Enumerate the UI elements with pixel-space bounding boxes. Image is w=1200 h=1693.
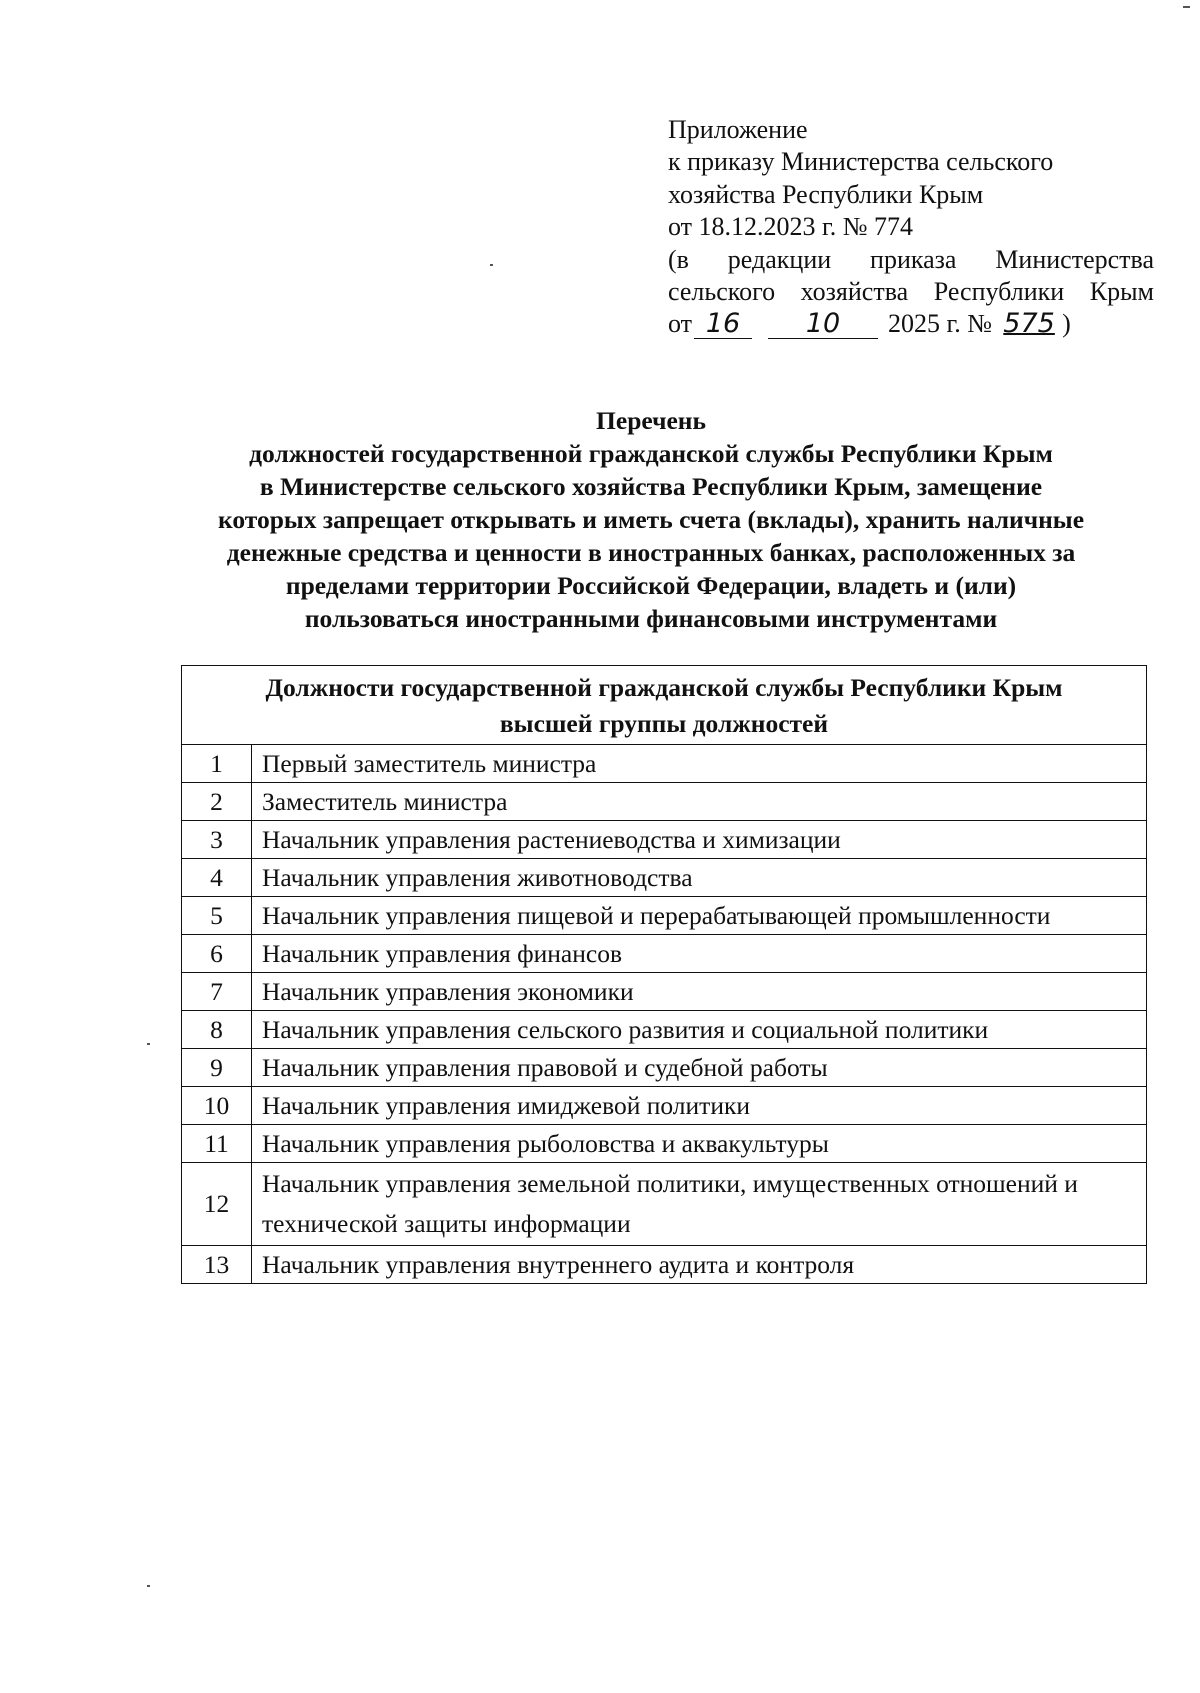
row-number: 8	[182, 1011, 252, 1049]
title-line: пределами территории Российской Федерации, владеть и (или)	[285, 571, 1017, 600]
row-position: Начальник управления животноводства	[252, 859, 1147, 897]
row-number: 7	[182, 973, 252, 1011]
row-position: Начальник управления имиджевой политики	[252, 1087, 1147, 1125]
table-row	[182, 1087, 1147, 1125]
row-position: Начальник управления финансов	[252, 935, 1147, 973]
row-number: 4	[182, 859, 252, 897]
row-position: Начальник управления внутреннего аудита и контроля	[252, 1246, 1147, 1284]
group-header	[182, 666, 1147, 745]
table-row	[182, 1246, 1147, 1284]
title-line: в Министерстве сельского хозяйства Республики Крым, замещение	[259, 472, 1043, 501]
group-header-line: высшей группы должностей	[499, 709, 829, 738]
row-position: Начальник управления экономики	[252, 973, 1147, 1011]
appendix-revision-ref: (в редакции приказа Министерства	[668, 244, 1154, 274]
appendix-label: Приложение	[668, 115, 808, 144]
row-number: 1	[182, 745, 252, 783]
table-row	[182, 821, 1147, 859]
document-title	[170, 404, 1132, 635]
positions-table	[181, 665, 1147, 1284]
appendix-ministry: хозяйства Республики Крым	[668, 179, 984, 209]
row-position: Начальник управления пищевой и перерабатывающей промышленности	[252, 897, 1147, 935]
table-row	[182, 1163, 1147, 1246]
row-position: Первый заместитель министра	[252, 745, 1147, 783]
scan-mark	[147, 1043, 150, 1045]
table-row	[182, 783, 1147, 821]
table-row	[182, 745, 1147, 783]
table-row	[182, 859, 1147, 897]
row-number: 6	[182, 935, 252, 973]
title-line: Перечень	[596, 406, 706, 435]
row-number: 13	[182, 1246, 252, 1284]
title-line: должностей государственной гражданской службы Республики Крым	[249, 439, 1053, 468]
row-number: 5	[182, 897, 252, 935]
scan-mark	[147, 1585, 150, 1587]
title-line: пользоваться иностранными финансовыми инструментами	[304, 604, 998, 633]
row-number: 3	[182, 821, 252, 859]
appendix-revision-date	[668, 308, 1154, 340]
appendix-order-date: от 18.12.2023 г. № 774	[668, 212, 914, 242]
handwritten-day: 16	[694, 310, 752, 339]
table-row	[182, 935, 1147, 973]
appendix-revision-ministry: сельского хозяйства Республики Крым	[668, 277, 1154, 307]
table-row	[182, 897, 1147, 935]
year-text: 2025 г. №	[888, 309, 993, 339]
appendix-order-ref: к приказу Министерства сельского	[668, 147, 1054, 177]
title-line: которых запрещает открывать и иметь счета (вклады), хранить наличные	[217, 505, 1085, 534]
table-row	[182, 1049, 1147, 1087]
row-number: 12	[182, 1163, 252, 1246]
handwritten-order-number: 575	[1003, 308, 1055, 340]
title-line: денежные средства и ценности в иностранных банках, расположенных за	[226, 538, 1076, 567]
date-prefix: от	[668, 309, 693, 339]
closing-paren: )	[1062, 309, 1071, 339]
row-position: Начальник управления правовой и судебной работы	[252, 1049, 1147, 1087]
table-group-header-row	[182, 666, 1147, 745]
handwritten-month: 10	[768, 310, 878, 339]
row-number: 11	[182, 1125, 252, 1163]
table-row	[182, 973, 1147, 1011]
row-position: Начальник управления рыболовства и аквакультуры	[252, 1125, 1147, 1163]
row-position: Заместитель министра	[252, 783, 1147, 821]
table-body	[182, 745, 1147, 1284]
group-header-line: Должности государственной гражданской службы Республики Крым	[265, 673, 1063, 702]
scan-mark	[490, 264, 493, 266]
table-row	[182, 1125, 1147, 1163]
appendix-header	[668, 114, 1154, 341]
row-number: 10	[182, 1087, 252, 1125]
row-position: Начальник управления земельной политики, имущественных отношений и технической защиты информации	[252, 1163, 1147, 1246]
row-position: Начальник управления сельского развития и социальной политики	[252, 1011, 1147, 1049]
row-number: 2	[182, 783, 252, 821]
scan-mark	[1183, 6, 1190, 8]
row-position: Начальник управления растениеводства и химизации	[252, 821, 1147, 859]
table-row	[182, 1011, 1147, 1049]
row-number: 9	[182, 1049, 252, 1087]
